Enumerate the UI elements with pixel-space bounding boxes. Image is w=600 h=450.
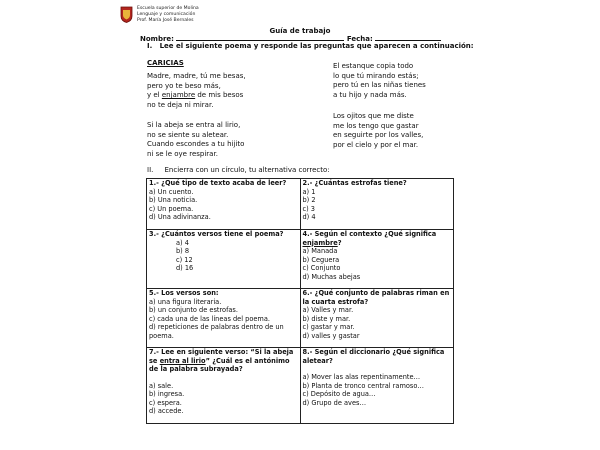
- poem-stanza-2: [147, 121, 244, 159]
- underlined-phrase: entra al lirio: [159, 356, 206, 365]
- instruction-1: [147, 42, 474, 50]
- answer-option[interactable]: b) ingresa.: [149, 390, 185, 398]
- answer-option[interactable]: c) gastar y mar.: [302, 323, 355, 331]
- subject-name: Lenguaje y comunicación: [137, 11, 196, 17]
- poem-verse: no te deja ni mirar.: [147, 100, 214, 109]
- answer-option[interactable]: a) Manada: [302, 247, 338, 255]
- question-text: 6.- ¿Qué conjunto de palabras riman en la cuarta estrofa?: [302, 289, 450, 306]
- answer-option-continuation: poema.: [149, 331, 174, 340]
- underlined-word: enjambre: [302, 238, 338, 247]
- question-6: [300, 289, 454, 348]
- instruction-2: [147, 166, 330, 174]
- answer-option[interactable]: b) un conjunto de estrofas.: [149, 306, 238, 314]
- answer-option[interactable]: c) Conjunto: [302, 264, 341, 272]
- question-text: 1.- ¿Qué tipo de texto acaba de leer?: [149, 179, 287, 187]
- poem-verse: Si la abeja se entra al lirio,: [147, 121, 241, 129]
- answer-option[interactable]: c) Depósito de agua…: [302, 390, 376, 398]
- answer-option[interactable]: a) una figura literaria.: [149, 297, 222, 306]
- poem-verse: me los tengo que gastar: [333, 121, 419, 130]
- answer-option[interactable]: c) espera.: [149, 398, 182, 407]
- answer-option[interactable]: a) Mover las alas repentinamente…: [302, 373, 421, 381]
- answer-option[interactable]: d) Una adivinanza.: [149, 213, 211, 221]
- instruction-2-text: Encierra con un círculo, tu alternativa correcto:: [164, 166, 330, 174]
- answer-option[interactable]: d) valles y gastar: [302, 331, 360, 340]
- answer-option[interactable]: c) Un poema.: [149, 204, 194, 213]
- name-field[interactable]: [176, 33, 344, 41]
- answer-option[interactable]: d) Muchas abejas: [302, 272, 361, 281]
- question-text: 2.- ¿Cuántas estrofas tiene?: [302, 179, 407, 187]
- poem-verse: y el enjambre de mis besos: [147, 91, 244, 100]
- answer-option[interactable]: a) 1: [302, 187, 316, 196]
- answer-option[interactable]: a) sale.: [149, 381, 174, 390]
- question-7-post: ” ¿Cuál es el antónimo de la palabra subrayada?: [149, 356, 290, 373]
- answer-option[interactable]: d) 16: [176, 264, 194, 272]
- answer-option[interactable]: a) 4: [176, 238, 189, 247]
- school-info: [137, 6, 199, 23]
- answer-option[interactable]: c) 3: [302, 204, 315, 213]
- poem-verse: El estanque copia todo: [333, 62, 414, 70]
- answer-option[interactable]: b) 8: [176, 247, 190, 255]
- date-field[interactable]: [375, 33, 441, 41]
- teacher-name: Prof. María José Bernales: [137, 17, 194, 23]
- poem-verse: en seguirte por los valles,: [333, 131, 424, 140]
- poem-verse: a tu hijo y nada más.: [333, 90, 407, 99]
- question-7: [147, 348, 301, 424]
- answer-option[interactable]: a) Valles y mar.: [302, 306, 354, 314]
- answer-option[interactable]: b) Ceguera: [302, 255, 340, 264]
- poem-stanza-4: [333, 112, 423, 150]
- page-title: Guía de trabajo: [269, 27, 331, 35]
- answer-option[interactable]: b) Una noticia.: [149, 196, 198, 204]
- question-2: [300, 179, 454, 230]
- poem-verse: pero yo te beso más,: [147, 81, 221, 90]
- underlined-word: enjambre: [161, 91, 196, 100]
- instruction-2-num: II.: [147, 166, 154, 174]
- question-5: [147, 289, 301, 348]
- question-3: [147, 230, 301, 289]
- school-logo: [120, 6, 133, 23]
- question-text: 3.- ¿Cuántos versos tiene el poema?: [149, 230, 284, 238]
- instruction-1-num: I.: [147, 42, 153, 50]
- question-4-line1: 4.- Según el contexto ¿Qué significa: [302, 230, 437, 238]
- poem-verse: lo que tú mirando estás;: [333, 71, 419, 80]
- poem-verse: pero tú en las niñas tienes: [333, 81, 426, 90]
- name-label: Nombre:: [140, 35, 174, 43]
- poem-verse: no se siente su aletear.: [147, 130, 229, 139]
- question-text: 5.- Los versos son:: [149, 289, 219, 297]
- answer-option[interactable]: c) 12: [176, 255, 193, 264]
- answer-option[interactable]: b) Planta de tronco central ramoso…: [302, 381, 424, 390]
- question-1: [147, 179, 301, 230]
- question-8: [300, 348, 454, 424]
- answer-option[interactable]: b) 2: [302, 196, 316, 204]
- answer-option[interactable]: c) cada una de las líneas del poema.: [149, 314, 270, 323]
- question-4-end: ?: [337, 238, 342, 247]
- poem-title: CARICIAS: [147, 59, 184, 67]
- question-text: 8.- Según el diccionario ¿Qué significa aletear?: [302, 348, 445, 365]
- answer-option[interactable]: d) accede.: [149, 407, 184, 415]
- answer-option[interactable]: a) Un cuento.: [149, 187, 194, 196]
- answer-option[interactable]: b) diste y mar.: [302, 314, 351, 323]
- school-name: Escuela superior de Molina: [137, 6, 199, 11]
- poem-verse: Los ojitos que me diste: [333, 112, 414, 120]
- question-text: [149, 348, 298, 374]
- question-text: [303, 230, 452, 247]
- poem-verse: ni se le oye respirar.: [147, 149, 218, 158]
- poem-stanza-1: [147, 72, 246, 110]
- answer-option[interactable]: d) repeticiones de palabras dentro de un: [149, 323, 284, 331]
- answer-option[interactable]: d) 4: [302, 213, 316, 221]
- question-7-pre: 7.- Lee en siguiente verso: “Si la abeja se: [149, 348, 294, 365]
- poem-verse: Cuando escondes a tu hijito: [147, 140, 245, 149]
- poem-stanza-3: [333, 62, 426, 100]
- date-label: Fecha:: [346, 35, 373, 43]
- question-4: [300, 230, 454, 289]
- poem-verse: por el cielo y por el mar.: [333, 140, 419, 149]
- poem-verse: Madre, madre, tú me besas,: [147, 72, 246, 80]
- answer-option[interactable]: d) Grupo de aves…: [302, 398, 367, 407]
- questions-table: [146, 178, 454, 424]
- instruction-1-text: Lee el siguiente poema y responde las preguntas que aparecen a continuación:: [159, 42, 474, 50]
